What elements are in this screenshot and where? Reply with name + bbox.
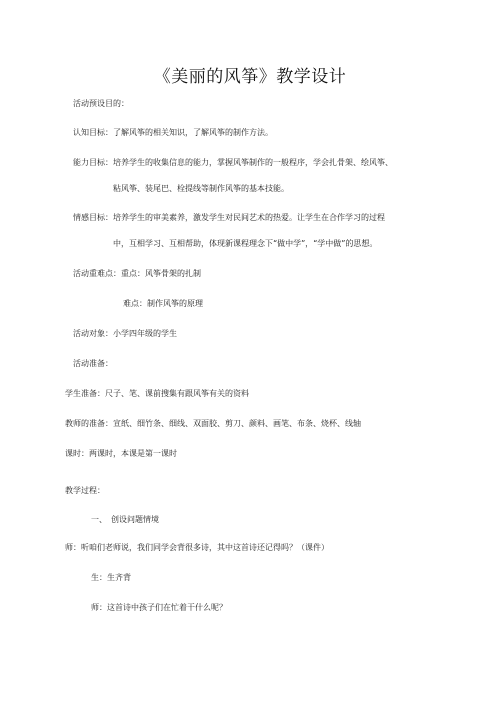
cognitive-goal: 认知目标：了解风筝的相关知识，了解风筝的制作方法。 [73, 128, 273, 137]
difficult-points: 难点：制作风筝的原理 [123, 299, 203, 308]
activity-target: 活动对象：小学四年级的学生 [73, 329, 177, 338]
teacher-line-2: 师：这首诗中孩子们在忙着干什么呢？ [91, 603, 227, 612]
key-points: 活动重难点：重点：风筝骨架的扎制 [73, 269, 201, 278]
teaching-process-heading: 教学过程： [65, 486, 105, 495]
ability-goal-line-2: 粘风筝、装尾巴、栓提线等制作风筝的基本技能。 [113, 184, 289, 193]
teacher-preparation: 教师的准备：宣纸、细竹条、细线、双面胶、剪刀、颜料、画笔、布条、烧杯、线轴 [65, 419, 361, 428]
student-preparation: 学生准备：尺子、笔、课前搜集有跟风筝有关的资料 [65, 389, 249, 398]
teacher-line-1: 师：听咱们老师说，我们同学会背很多诗，其中这首诗还记得吗？（课件） [65, 543, 329, 552]
ability-goal-line-1: 能力目标：培养学生的收集信息的能力，掌握风筝制作的一般程序，学会扎骨架、绘风筝、 [73, 158, 393, 167]
class-hours: 课时：两课时，本课是第一课时 [65, 449, 177, 458]
emotion-goal-line-1: 情感目标：培养学生的审美素养，激发学生对民间艺术的热爱。让学生在合作学习的过程 [73, 213, 385, 222]
activity-preparation-heading: 活动准备： [73, 359, 113, 368]
section-heading-1: 一、 创设问题情境 [91, 515, 159, 524]
activity-purpose-heading: 活动预设目的： [73, 99, 129, 108]
document-title: 《美丽的风筝》教学设计 [153, 67, 347, 87]
emotion-goal-line-2: 中，互相学习、互相帮助，体现新课程理念下“做中学”，“学中做”的思想。 [113, 239, 378, 248]
student-line-1: 生：生齐背 [91, 573, 131, 582]
